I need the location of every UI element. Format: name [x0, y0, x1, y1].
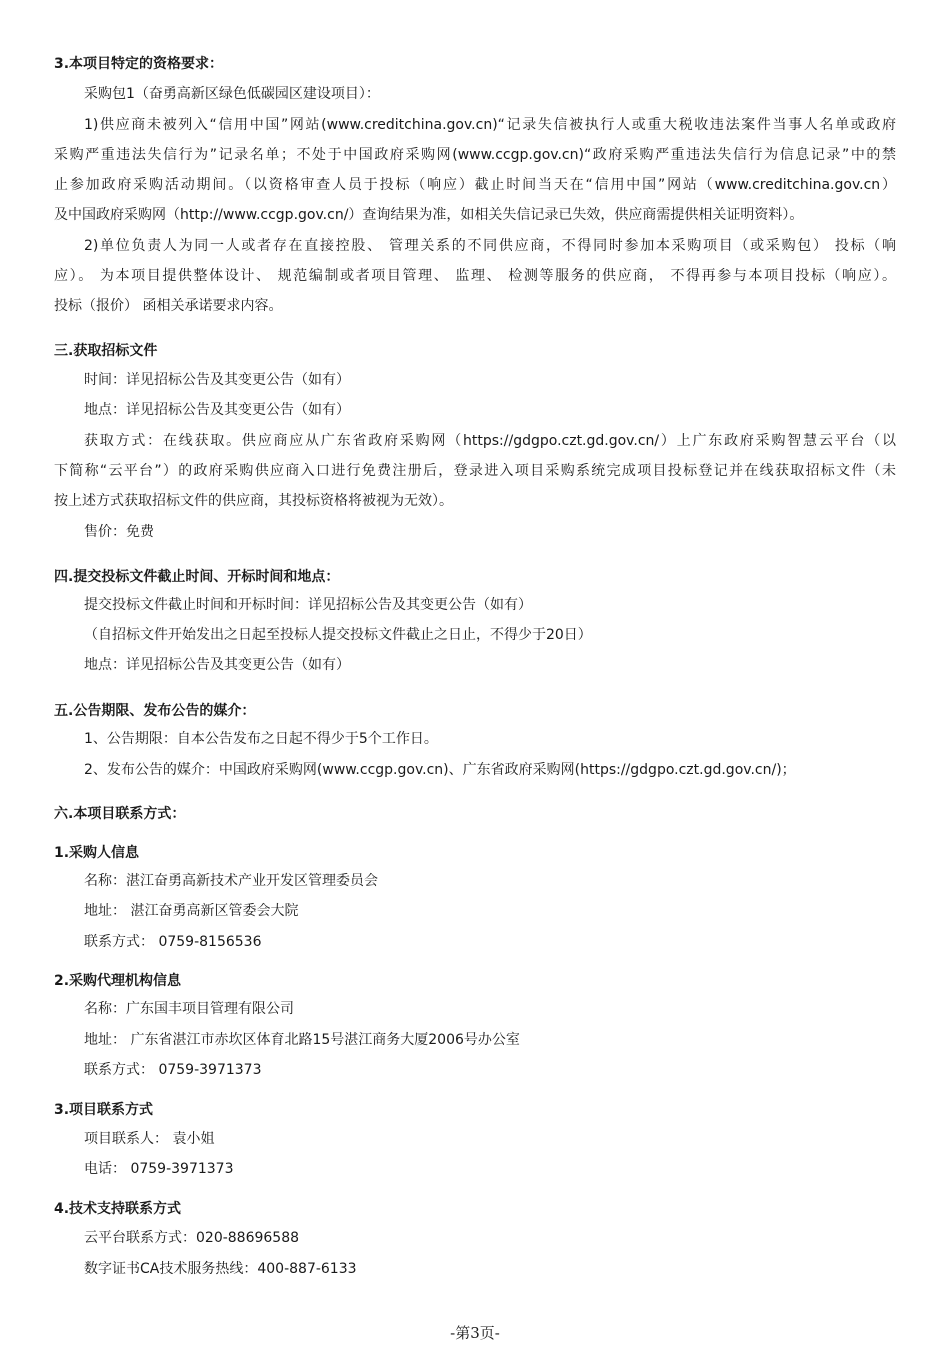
submit-place: 地点：详见招标公告及其变更公告（如有）: [84, 657, 350, 673]
section-heading-notice: 五.公告期限、发布公告的媒介：: [54, 703, 256, 719]
submit-note: （自招标文件开始发出之日起至投标人提交投标文件截止之日止，不得少于20日）: [84, 627, 592, 643]
obtain-time: 时间：详见招标公告及其变更公告（如有）: [84, 372, 350, 388]
project-contact-heading: 3.项目联系方式: [54, 1102, 154, 1118]
requirement-1-line: 1)供应商未被列入“信用中国”网站(www.creditchina.gov.cn)“记录失信被执行人或重大税收违法案件当事人名单或政府: [84, 117, 896, 133]
section-heading-qualification: 3.本项目特定的资格要求：: [54, 56, 224, 72]
tech-support-heading: 4.技术支持联系方式: [54, 1201, 182, 1217]
obtain-price: 售价：免费: [84, 524, 154, 540]
purchaser-phone: 联系方式： 0759-8156536: [84, 934, 262, 950]
page-number: -第3页-: [450, 1324, 500, 1342]
package-line: 采购包1（奋勇高新区绿色低碳园区建设项目）：: [84, 86, 380, 102]
obtain-method-line: 按上述方式获取招标文件的供应商，其投标资格将被视为无效）。: [54, 493, 453, 509]
notice-media: 2、发布公告的媒介：中国政府采购网(www.ccgp.gov.cn)、广东省政府采购网(https://gdgpo.czt.gd.gov.cn/)；: [84, 762, 796, 778]
purchaser-heading: 1.采购人信息: [54, 845, 140, 861]
tech-support-cloud: 云平台联系方式：020-88696588: [84, 1230, 300, 1246]
requirement-1-line: 采购严重违法失信行为”记录名单；不处于中国政府采购网(www.ccgp.gov.cn)“政府采购严重违法失信行为信息记录”中的禁: [54, 147, 896, 163]
agency-name: 名称：广东国丰项目管理有限公司: [84, 1001, 294, 1017]
section-heading-obtain: 三.获取招标文件: [54, 343, 158, 359]
section-heading-submit: 四.提交投标文件截止时间、开标时间和地点：: [54, 569, 340, 585]
requirement-2-line: 2)单位负责人为同一人或者存在直接控股、 管理关系的不同供应商，不得同时参加本采购项目（或采购包） 投标（响: [84, 238, 896, 254]
notice-period: 1、公告期限：自本公告发布之日起不得少于5个工作日。: [84, 731, 438, 747]
obtain-method-line: 下简称“云平台”）的政府采购供应商入口进行免费注册后，登录进入项目采购系统完成项目投标登记并在线获取招标文件（未: [54, 463, 896, 479]
project-contact-phone: 电话： 0759-3971373: [84, 1161, 234, 1177]
obtain-place: 地点：详见招标公告及其变更公告（如有）: [84, 402, 350, 418]
agency-address: 地址： 广东省湛江市赤坎区体育北路15号湛江商务大厦2006号办公室: [84, 1032, 520, 1048]
obtain-method-line: 获取方式：在线获取。供应商应从广东省政府采购网（https://gdgpo.czt.gd.gov.cn/）上广东政府采购智慧云平台（以: [84, 433, 896, 449]
submit-deadline: 提交投标文件截止时间和开标时间：详见招标公告及其变更公告（如有）: [84, 597, 532, 613]
agency-phone: 联系方式： 0759-3971373: [84, 1062, 262, 1078]
requirement-1-line: 止参加政府采购活动期间。（以资格审查人员于投标（响应）截止时间当天在“信用中国”网站（www.creditchina.gov.cn）: [54, 177, 896, 193]
requirement-2-line: 投标（报价） 函相关承诺要求内容。: [54, 298, 283, 314]
requirement-2-line: 应）。 为本项目提供整体设计、 规范编制或者项目管理、 监理、 检测等服务的供应商， 不得再参与本项目投标（响应）。: [54, 268, 896, 284]
project-contact-person: 项目联系人： 袁小姐: [84, 1131, 215, 1147]
agency-heading: 2.采购代理机构信息: [54, 973, 182, 989]
section-heading-contact: 六.本项目联系方式：: [54, 806, 186, 822]
tech-support-ca: 数字证书CA技术服务热线：400-887-6133: [84, 1261, 357, 1277]
requirement-1-line: 及中国政府采购网（http://www.ccgp.gov.cn/）查询结果为准，如相关失信记录已失效，供应商需提供相关证明资料）。: [54, 207, 804, 223]
purchaser-name: 名称：湛江奋勇高新技术产业开发区管理委员会: [84, 873, 378, 889]
purchaser-address: 地址： 湛江奋勇高新区管委会大院: [84, 903, 299, 919]
